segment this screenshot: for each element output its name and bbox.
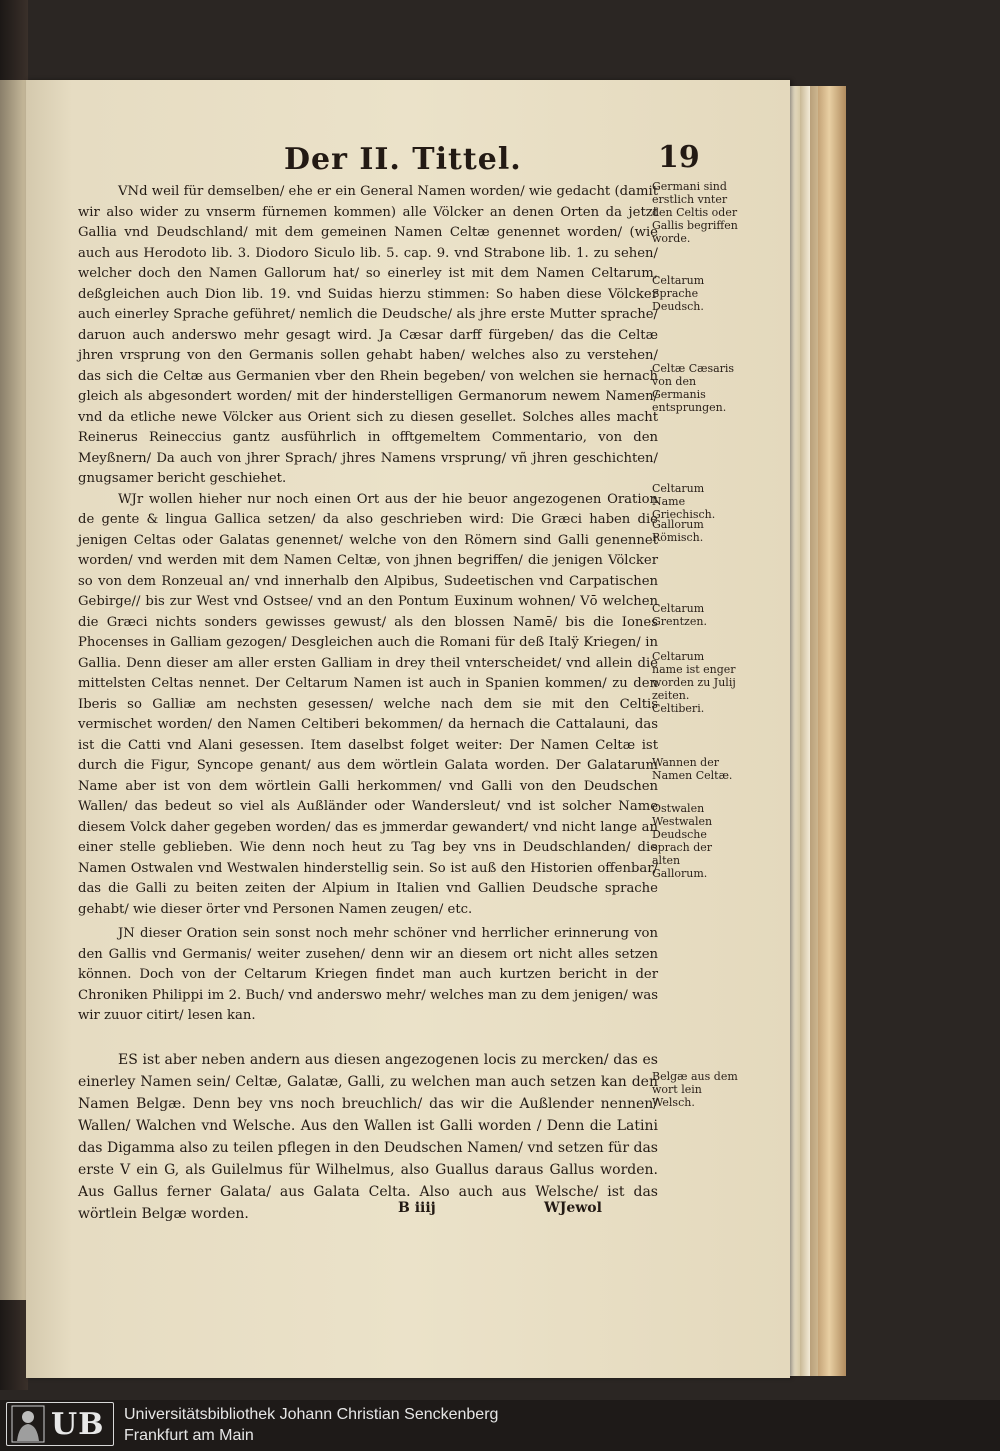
paragraph-4: ES ist aber neben andern aus diesen angezogenen locis zu mercken/ das es einerley Namen sein/ Celtæ, Galatæ, Galli, zu welchen man auch setzen kan den Namen Belgæ. Denn bey vns noch breuchlich/ das wir die Außlender nennen/ Wallen/ Walchen vnd Welsche. Aus den Wallen ist Galli worden / Denn die Latini das Digamma also zu teilen pflegen in den Deudschen Namen/ vnd setzen für das erste V ein G, als Guilelmus für Wilhelmus, also Guallus daraus Gallus worden. Aus Gallus ferner Galata/ aus Galata Celta. Also auch aus Welsche/ ist das wörtlein Belgæ worden. <box>78 1051 658 1222</box>
margin-note: Belgæ aus dem wort lein Welsch. <box>652 1070 738 1109</box>
margin-note: Ostwalen Westwalen Deudsche sprach der alten Gallorum. <box>652 802 713 880</box>
book-page <box>26 80 790 1378</box>
margin-note: Celtæ Cæsaris von den Germanis entsprungen. <box>652 362 735 414</box>
page-stack-edge <box>800 86 810 1376</box>
page-stack-edge <box>790 86 800 1376</box>
margin-note: Celtarum Sprache Deudsch. <box>652 274 705 313</box>
library-seal-icon <box>9 1404 47 1444</box>
margin-note: Celtarum Name Griechisch. <box>652 482 716 521</box>
margin-note: Wannen der Namen Celtæ. <box>652 756 733 782</box>
library-logo[interactable] <box>6 1402 114 1446</box>
left-page-edge <box>0 80 26 1300</box>
book-cover-edge <box>818 86 846 1376</box>
main-text-block <box>78 182 658 1225</box>
margin-note: Germani sind erstlich vnter den Celtis oder Gallis begriffen worde. <box>652 180 738 245</box>
page-number: 19 <box>658 140 700 175</box>
catchword: WJewol <box>544 1200 602 1216</box>
margin-note: Gallorum Römisch. <box>652 518 704 544</box>
library-city: Frankfurt am Main <box>124 1427 254 1444</box>
margin-note: Celtarum Grentzen. <box>652 602 707 628</box>
page-content <box>26 80 790 1378</box>
signature-mark: B iiij <box>398 1200 436 1216</box>
library-name: Universitätsbibliothek Johann Christian Senckenberg <box>124 1406 499 1423</box>
running-header: Der II. Tittel. <box>284 142 522 177</box>
paragraph-3: JN dieser Oration sein sonst noch mehr schöner vnd herrlicher erinnerung von den Gallis vnd Germanis/ weiter zusehen/ denn wir an diesem ort nicht alles setzen können. Doch von der Celtarum Kriegen findet man auch kurtzen bericht in der Chroniken Philippi im 2. Buch/ vnd anderswo mehr/ welches man zu dem jenigen/ was wir zuuor citirt/ lesen kan. <box>78 926 658 1023</box>
paragraph-1: VNd weil für demselben/ ehe er ein General Namen worden/ wie gedacht (damit wir also wider zu vnserm fürnemen kommen) alle Völcker an denen Orten da jetzt Gallia vnd Deudschland/ mit dem gemeinen Namen Celtæ genennet worden/ (wie auch aus Herodoto lib. 3. Diodoro Siculo lib. 5. cap. 9. vnd Strabone lib. 1. zu sehen/ welcher doch den Namen Gallorum hat/ so einerley ist mit dem Namen Celtarum, deßgleichen auch Dion lib. 19. vnd Suidas hierzu stimmen: So haben diese Völcker auch einerley Sprache geführet/ nemlich die Deudsche/ als jhre erste Mutter sprache/ daruon auch anderswo mehr gesagt wird. Ja Cæsar darff fürgeben/ das die Celtæ jhren vrsprung von den Germanis sollen gehabt haben/ welches also zu verstehen/ das sich die Celtæ aus Germanien vber den Rhein begeben/ von welchen sie hernach gleich als abgesondert worden/ mit der hinderstelligen Germanorum newem Namen/ vnd da etliche newe Völcker aus Orient sich zu diesen gesellet. Solches alles macht Reinerus Reineccius gantz ausführlich in offtgemeltem Commentario, von den Meyßnern/ Da auch von jhrer Sprach/ jhres Namens vrsprung/ vñ jhren geschichten/ gnugsamer bericht geschiehet. <box>78 184 658 486</box>
margin-note: Celtarum name ist enger worden zu Julij zeiten. Celtiberi. <box>652 650 736 715</box>
paragraph-2: WJr wollen hieher nur noch einen Ort aus der hie beuor angezogenen Oration de gente & lingua Gallica setzen/ da also geschrieben wird: Die Græci haben die jenigen Celtas oder Galatas genennet/ welche von den Römern sind Galli genennet worden/ vnd werden mit dem Namen Celtæ, von jhnen begriffen/ die jenigen Völcker so von dem Ronzeual an/ vnd innerhalb den Alpibus, Sudeetischen vnd Carpatischen Gebirge// bis zur West vnd Ostsee/ vnd an den Pontum Euxinum wohnen/ Vō welchen die Græci nichts sonders gewisses gewust/ als den blossen Namē/ bis die Iones Phocenses in Galliam gezogen/ Desgleichen auch die Romani für deß Italÿ Kriegen/ in Gallia. Denn dieser am aller ersten Galliam in drey theil vnterscheidet/ vnd allein die mittelsten Celtas nennet. Der Celtarum Namen ist auch in Spanien kommen/ zu den Iberis so Galliæ am nechsten gesessen/ welche nach dem sie mit den Celtis vermischet worden/ den Namen Celtiberi bekommen/ da hernach die Cattalauni, das ist die Catti vnd Alani gesessen. Item daselbst folget weiter: Der Namen Celtæ ist durch die Figur, Syncope genant/ aus dem wörtlein Galata worden. Der Galatarum Name aber ist von dem wörtlein Galli herkommen/ vnd Galli von den Deudschen Wallen/ das bedeut so viel als Außländer oder Wandersleut/ vnd ist solcher Name diesem Volck daher gegeben worden/ das es jmmerdar gewandert/ vnd nicht lange an einer stelle geblieben. Wie denn noch heut zu Tag bey vns in Deudschlanden/ die Namen Ostwalen vnd Westwalen hinderstellig sein. So ist auß den Historien offenbar/ das die Galli zu beiten zeiten der Alpium in Italien vnd Gallien Deudsche sprache gehabt/ wie dieser örter vnd Personen Namen zeugen/ etc. <box>78 491 658 917</box>
library-name-block <box>124 1404 498 1446</box>
logo-text: UB <box>51 1406 105 1442</box>
